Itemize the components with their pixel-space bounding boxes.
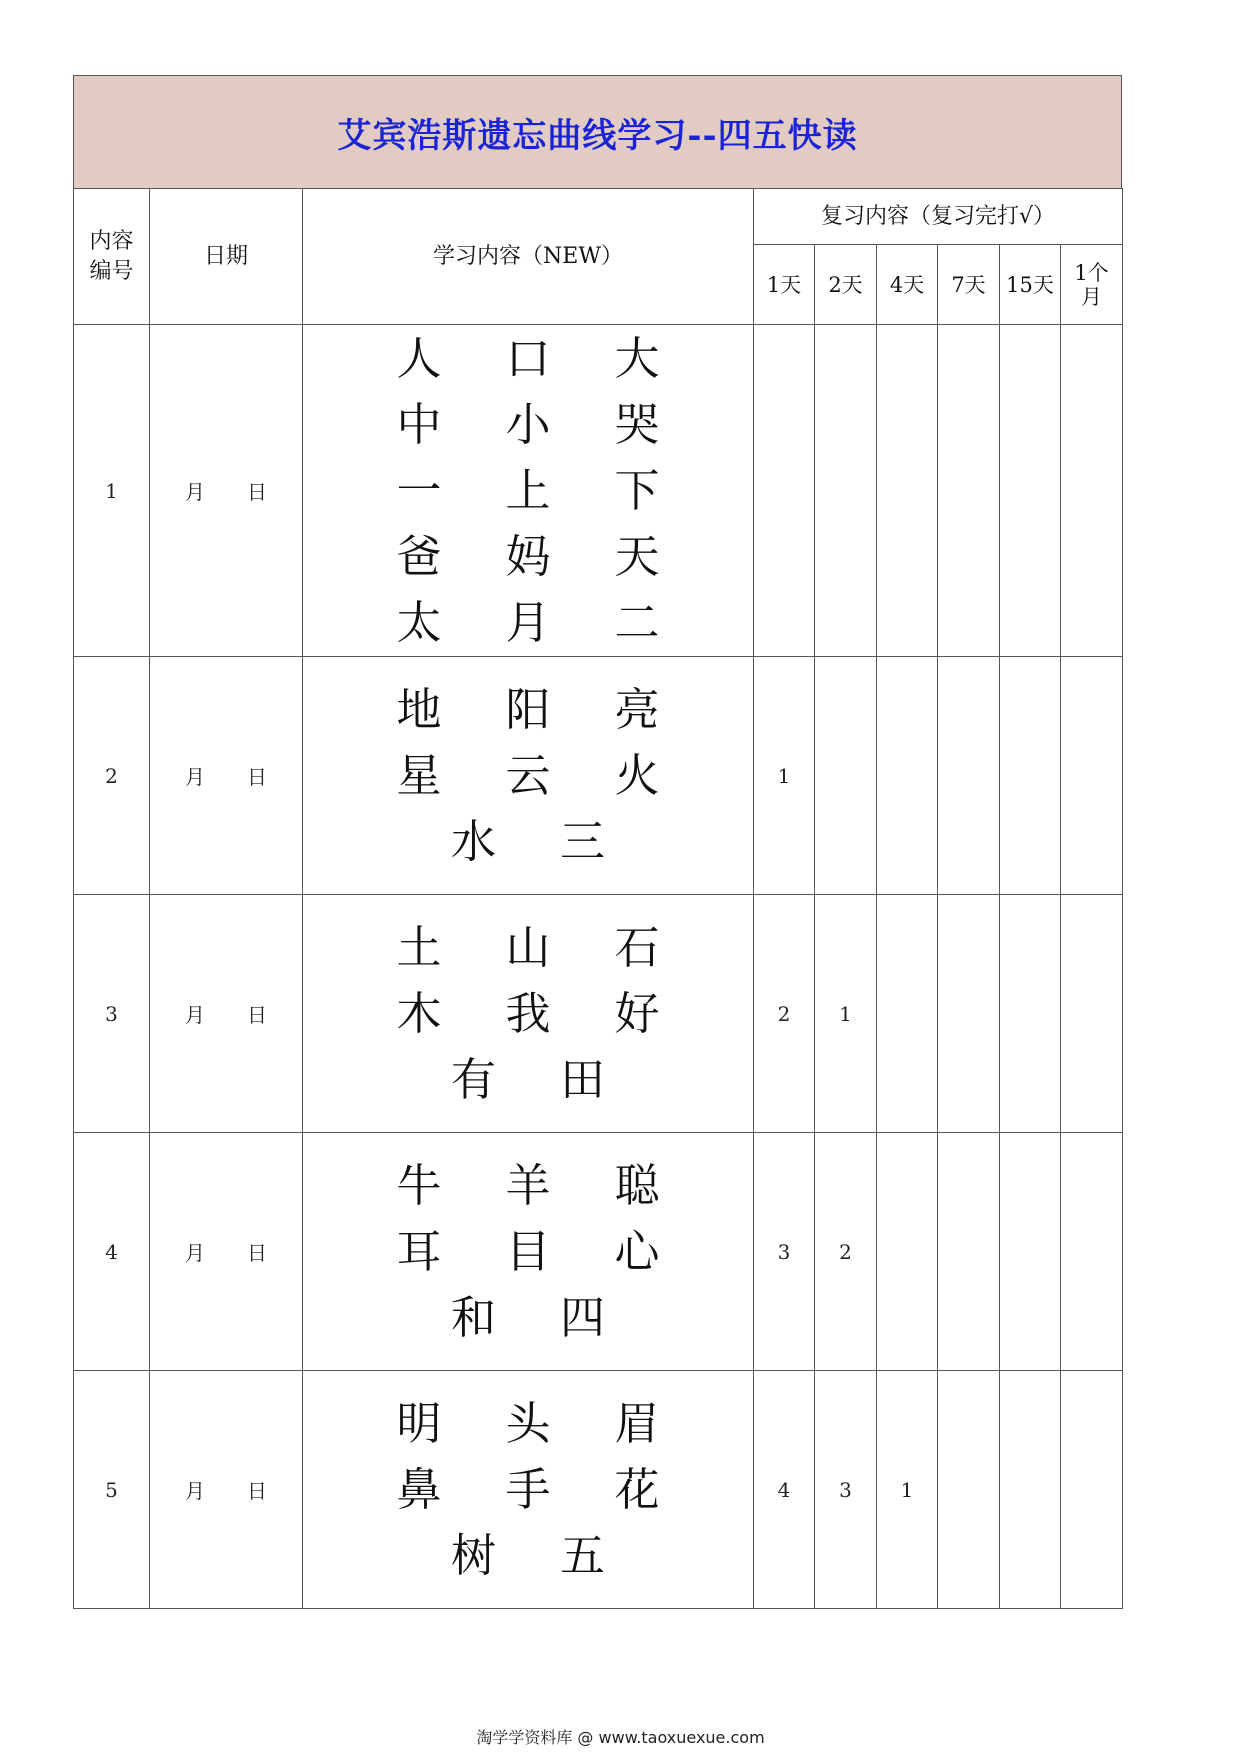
table-row xyxy=(74,657,1123,895)
character: 目 xyxy=(505,1224,551,1278)
character: 木 xyxy=(396,986,442,1040)
month-label: 月 xyxy=(185,480,205,504)
study-content xyxy=(303,325,754,657)
review-checkbox-cell[interactable] xyxy=(877,657,938,895)
character-line xyxy=(303,590,753,656)
character-line xyxy=(303,809,753,875)
character: 好 xyxy=(614,986,660,1040)
character-line xyxy=(303,458,753,524)
character: 心 xyxy=(614,1224,660,1278)
character: 天 xyxy=(614,529,660,583)
row-number: 2 xyxy=(74,657,150,895)
character-line xyxy=(303,1219,753,1285)
row-number: 3 xyxy=(74,895,150,1133)
character: 地 xyxy=(396,682,442,736)
character-line xyxy=(303,981,753,1047)
character-line xyxy=(303,326,753,392)
date-cell[interactable] xyxy=(150,325,303,657)
header-date: 日期 xyxy=(150,189,303,325)
table-row xyxy=(74,325,1123,657)
review-checkbox-cell[interactable] xyxy=(1000,1371,1061,1609)
review-checkbox-cell[interactable]: 4 xyxy=(754,1371,815,1609)
review-checkbox-cell[interactable] xyxy=(1000,325,1061,657)
character: 云 xyxy=(505,748,551,802)
row-number: 4 xyxy=(74,1133,150,1371)
row-number: 5 xyxy=(74,1371,150,1609)
day-label: 日 xyxy=(247,1003,267,1027)
character: 我 xyxy=(505,986,551,1040)
review-checkbox-cell[interactable] xyxy=(1061,895,1123,1133)
date-cell[interactable] xyxy=(150,1133,303,1371)
character-line xyxy=(303,1285,753,1351)
character: 头 xyxy=(505,1396,551,1450)
study-content xyxy=(303,1133,754,1371)
review-checkbox-cell[interactable] xyxy=(815,325,877,657)
review-checkbox-cell[interactable] xyxy=(938,325,1000,657)
review-checkbox-cell[interactable] xyxy=(1061,1371,1123,1609)
character: 田 xyxy=(559,1052,605,1106)
character: 大 xyxy=(614,331,660,385)
header-day-7: 7天 xyxy=(938,245,1000,325)
month-label: 月 xyxy=(185,1003,205,1027)
review-checkbox-cell[interactable] xyxy=(938,895,1000,1133)
review-checkbox-cell[interactable]: 2 xyxy=(754,895,815,1133)
day-label: 日 xyxy=(247,480,267,504)
month-label: 月 xyxy=(185,765,205,789)
character: 二 xyxy=(614,595,660,649)
character: 中 xyxy=(396,397,442,451)
character: 聪 xyxy=(614,1158,660,1212)
character-line xyxy=(303,1457,753,1523)
character: 花 xyxy=(614,1462,660,1516)
header-content: 学习内容（NEW） xyxy=(303,189,754,325)
review-checkbox-cell[interactable]: 1 xyxy=(754,657,815,895)
review-checkbox-cell[interactable]: 2 xyxy=(815,1133,877,1371)
character-line xyxy=(303,1523,753,1589)
day-label: 日 xyxy=(247,1241,267,1265)
character: 三 xyxy=(559,814,605,868)
character: 亮 xyxy=(614,682,660,736)
character: 手 xyxy=(505,1462,551,1516)
review-checkbox-cell[interactable] xyxy=(1061,1133,1123,1371)
study-content xyxy=(303,1371,754,1609)
study-content xyxy=(303,895,754,1133)
header-no: 内容编号 xyxy=(74,189,150,325)
character: 土 xyxy=(396,920,442,974)
character: 眉 xyxy=(614,1396,660,1450)
page-title: 艾宾浩斯遗忘曲线学习--四五快读 xyxy=(337,115,858,156)
character: 上 xyxy=(505,463,551,517)
character-line xyxy=(303,524,753,590)
character: 山 xyxy=(505,920,551,974)
review-checkbox-cell[interactable]: 1 xyxy=(877,1371,938,1609)
table-row xyxy=(74,895,1123,1133)
header-review: 复习内容（复习完打√） xyxy=(754,189,1123,245)
date-cell[interactable] xyxy=(150,1371,303,1609)
review-checkbox-cell[interactable] xyxy=(815,657,877,895)
character: 月 xyxy=(505,595,551,649)
character-line xyxy=(303,1391,753,1457)
month-label: 月 xyxy=(185,1479,205,1503)
header-day-2: 2天 xyxy=(815,245,877,325)
footer-credit: 淘学学资料库 @ www.taoxuexue.com xyxy=(476,1728,765,1747)
character: 太 xyxy=(396,595,442,649)
character: 五 xyxy=(559,1528,605,1582)
review-checkbox-cell[interactable]: 3 xyxy=(754,1133,815,1371)
character-line xyxy=(303,915,753,981)
review-checkbox-cell[interactable] xyxy=(877,1133,938,1371)
character: 牛 xyxy=(396,1158,442,1212)
character-line xyxy=(303,1047,753,1113)
character: 下 xyxy=(614,463,660,517)
day-label: 日 xyxy=(247,1479,267,1503)
character: 一 xyxy=(396,463,442,517)
character-line xyxy=(303,392,753,458)
character: 耳 xyxy=(396,1224,442,1278)
character: 树 xyxy=(450,1528,496,1582)
character: 羊 xyxy=(505,1158,551,1212)
review-checkbox-cell[interactable] xyxy=(1000,657,1061,895)
character-line xyxy=(303,677,753,743)
study-content xyxy=(303,657,754,895)
month-label: 月 xyxy=(185,1241,205,1265)
character-line xyxy=(303,743,753,809)
character: 阳 xyxy=(505,682,551,736)
character: 石 xyxy=(614,920,660,974)
table-row xyxy=(74,1133,1123,1371)
study-table xyxy=(73,188,1123,1609)
day-label: 日 xyxy=(247,765,267,789)
character: 爸 xyxy=(396,529,442,583)
character: 小 xyxy=(505,397,551,451)
header-day-4: 4天 xyxy=(877,245,938,325)
review-checkbox-cell[interactable] xyxy=(938,1371,1000,1609)
review-checkbox-cell[interactable] xyxy=(754,325,815,657)
review-checkbox-cell[interactable]: 3 xyxy=(815,1371,877,1609)
review-checkbox-cell[interactable] xyxy=(938,657,1000,895)
review-checkbox-cell[interactable] xyxy=(1061,325,1123,657)
review-checkbox-cell[interactable] xyxy=(1000,895,1061,1133)
review-checkbox-cell[interactable]: 1 xyxy=(815,895,877,1133)
review-checkbox-cell[interactable] xyxy=(877,325,938,657)
character: 有 xyxy=(450,1052,496,1106)
header-day-1: 1天 xyxy=(754,245,815,325)
character: 火 xyxy=(614,748,660,802)
character: 口 xyxy=(505,331,551,385)
review-checkbox-cell[interactable] xyxy=(877,895,938,1133)
character: 哭 xyxy=(614,397,660,451)
character: 妈 xyxy=(505,529,551,583)
header-day-15: 15天 xyxy=(1000,245,1061,325)
character: 鼻 xyxy=(396,1462,442,1516)
character: 水 xyxy=(450,814,496,868)
title-bar xyxy=(73,75,1122,188)
date-cell[interactable] xyxy=(150,895,303,1133)
character: 人 xyxy=(396,331,442,385)
character: 四 xyxy=(559,1290,605,1344)
review-checkbox-cell[interactable] xyxy=(1000,1133,1061,1371)
character: 星 xyxy=(396,748,442,802)
character: 和 xyxy=(450,1290,496,1344)
character: 明 xyxy=(396,1396,442,1450)
table-row xyxy=(74,1371,1123,1609)
review-checkbox-cell[interactable] xyxy=(938,1133,1000,1371)
row-number: 1 xyxy=(74,325,150,657)
review-checkbox-cell[interactable] xyxy=(1061,657,1123,895)
date-cell[interactable] xyxy=(150,657,303,895)
character-line xyxy=(303,1153,753,1219)
header-month-1: 1个月 xyxy=(1061,245,1123,325)
worksheet xyxy=(73,75,1122,1609)
